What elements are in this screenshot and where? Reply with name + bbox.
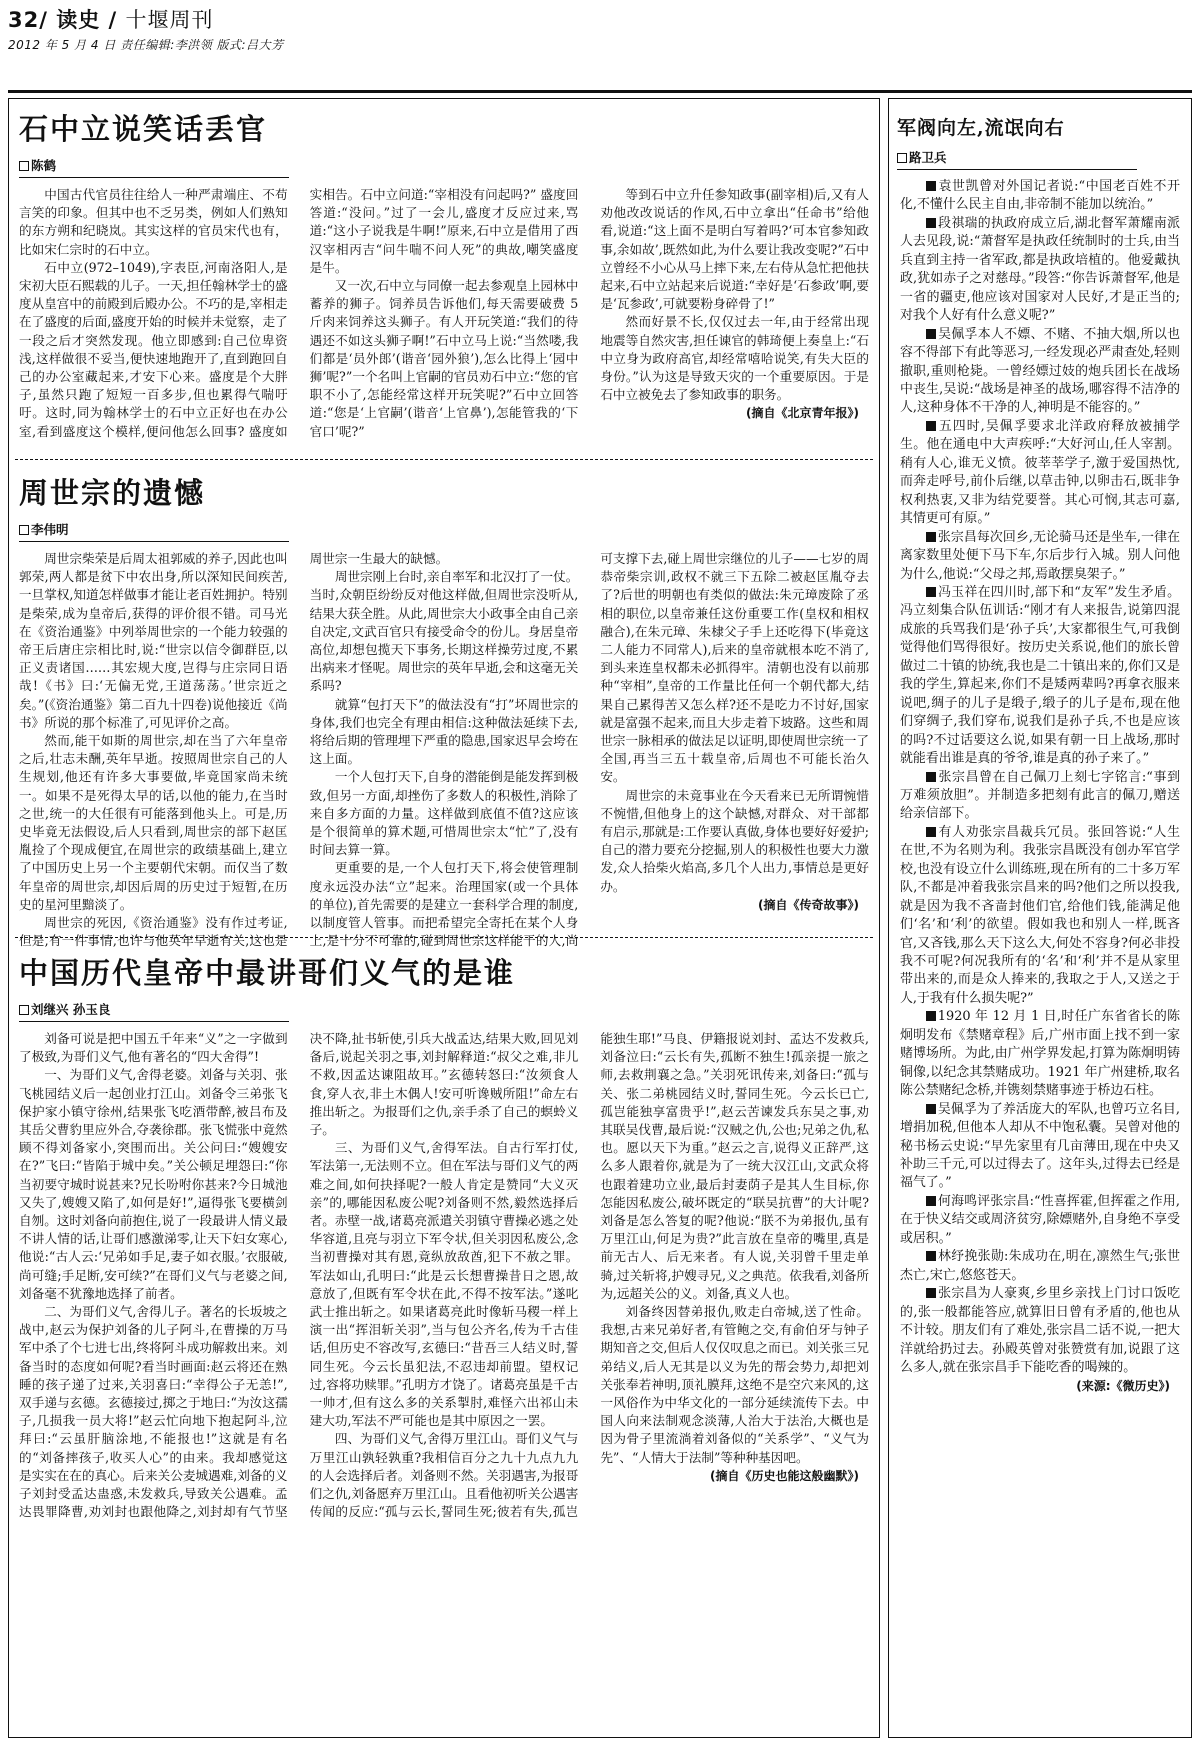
paragraph: 三、为哥们义气,舍得军法。自古行军打仗,军法第一,无法则不立。但在军法与哥们义气的两难之间,如何抉择呢?一般人肯定是赞同“大义灭亲”的,哪能因私废公呢?刘备则不然,毅然选择后者。赤壁一战,诸葛亮派遣关羽镇守曹操必逃之处华容道,且亮与羽立下军令状,但关羽因私废公,念当初曹操对其有恩,竟纵放敌酋,犯下不赦之罪。军法如山,孔明曰:“此是云长想曹操昔日之恩,故意放了,但既有军令状在此,不得不按军法。”遂叱武士推出斩之。如果诸葛亮此时像斩马稷一样上演一出“挥泪斩关羽”,当与包公齐名,传为千古佳话,但历史不容改写,玄德曰:“昔吾三人结义时,誓同生死。今云长虽犯法,不忍违却前盟。望权记过,容将功赎罪。”孔明方才饶了。诸葛亮虽是千古一帅才,但有这么多的关系掣肘,难怪六出祁山未建大功,军法不严可能也是其中原因之一罢。 [309,1140,579,1429]
sidebar-item: 段祺瑞的执政府成立后,湖北督军萧耀南派人去见段,说:“萧督军是执政任统制时的士兵,由当兵直到主持一省军政,都是执政培植的。他爱戴执政,犹如赤子之对慈母。”段答:“你告诉萧督军,他是一省的疆吏,他应该对国家对人民好,才是正当的;对我个人好有什么意义呢?” [900,215,1180,324]
sidebar-item: 张宗昌曾在自己佩刀上刻七字铭言:“事到万难须放胆”。并制造多把刻有此言的佩刀,赠送给亲信部下。 [900,769,1180,822]
bullet-square-icon [926,587,936,597]
paragraph: 更重要的是,一个人包打天下,将会使管理制度永远没办法“立”起来。治理国家(或一个具体的单位),首先需要的是建立一套科学合理的制度,以制度管人管事。而把希望完全寄托在某个人身上,是十分不可靠的,碰到周世宗这样能干的人,尚可支撑下去,碰上周世宗继位的儿子——七岁的周恭帝柴宗训,政权不就三下五除二被赵匡胤夺去了?后世的明朝也有类似的做法:朱元璋废除了丞相的职位,以皇帝兼任这份重要工作(皇权和相权融合),在朱元璋、朱棣父子手上还吃得下(毕竟这二人能力不同常人),后来的皇帝就根本吃不消了,到头来连皇权都未必抓得牢。清朝也没有以前那种“宰相”,皇帝的工作量比任何一个朝代都大,结果自己累得苦又怎么样?还不是吃力不讨好,国家就是富强不起来,而且大步走着下坡路。这些和周世宗一脉相承的做法足以证明,即使周世宗统一了全国,再当三五十载皇帝,后周也不可能长治久安。 [309,551,869,949]
sidebar-title: 军阀向左,流氓向右 [897,117,1065,139]
article-title: 石中立说笑话丢官 [19,112,268,146]
article-1 [9,107,879,451]
sidebar-item: 林纾挽张勋:朱成功在,明在,凛然生气;张世杰亡,宋亡,悠悠苍天。 [900,1249,1180,1283]
article-2 [9,471,879,949]
sidebar-item: 吴佩孚本人不嫖、不赌、不抽大烟,所以也容不得部下有此等恶习,一经发现必严肃查处,轻则撤职,重则枪毙。一曾经嫖过妓的炮兵团长在战场中丧生,吴说:“战场是神圣的战场,哪容得不洁净的人,这种身体不干净的人,神明是不能容的。” [900,326,1180,416]
article-body [19,1030,869,1521]
bullet-square-icon [926,1196,936,1206]
paragraph: 周世宗刚上台时,亲自率军和北汉打了一仗。当时,众朝臣纷纷反对他这样做,但周世宗没听从,结果大获全胜。从此,周世宗大小政事全由自己亲自决定,文武百官只有接受命令的份儿。身居皇帝高位,却想包揽天下事务,长期这样操劳过度,不累出病来才怪呢。周世宗的英年早逝,会和这毫无关系吗? [309,569,579,694]
section-divider [15,937,873,938]
sidebar-item: 吴佩孚为了养活庞大的军队,也曾巧立名目,增捐加税,但他本人却从不中饱私囊。吴曾对他的秘书杨云史说:“早先家里有几亩薄田,现在中央又补助三千元,可以过得去了。这年头,过得去已经是福气了。” [900,1101,1180,1191]
section-name: 读史 [56,8,101,32]
paragraph: 刘备终因替弟报仇,败走白帝城,送了性命。我想,古来兄弟好者,有管鲍之交,有俞伯牙与钟子期知音之交,但后人仅仅叹息之而已。刘关张三兄弟结义,后人无其是以义为先的帮会势力,却把刘关张奉若神明,顶礼膜拜,这绝不是空穴来风的,这一风俗作为中华文化的一部分延续流传下去。中国人向来法制观念淡薄,人治大于法治,大概也是因为骨子里流淌着刘备似的“关系学”、“义气为先”、“人情大于法制”等种种基因吧。 [600,1304,869,1465]
paragraph: 周世宗的死因,《资治通鉴》没有作过考证,但是,有一件事情,也许与他英年早逝有关,这也是周世宗一生最大的缺憾。 [19,551,449,949]
article-title: 周世宗的遗憾 [19,476,206,510]
sidebar-item: 1920 年 12 月 1 日,时任广东省省长的陈炯明发布《禁赌章程》后,广州市面上找不到一家赌博场所。为此,由广州学界发起,打算为陈炯明铸铜像,以纪念其禁赌成功。1921 年广州建桥,取名陈公禁赌纪念桥,并镌刻禁赌事迹于桥边石柱。 [900,1009,1180,1099]
paragraph: 周世宗柴荣是后周太祖郭威的养子,因此也叫郭荣,两人都是贫下中农出身,所以深知民间疾苦,一旦掌权,知道怎样做事才能让老百姓拥护。特别是柴荣,成为皇帝后,获得的评价很不错。司马光在《资治通鉴》中列举周世宗的一个能力较强的帝王后唐庄宗相比时,说:“世宗以信令御群臣,以正义责诸国……其宏规大度,岂得与庄宗同日语哉!《书》曰:‘无偏无党,王道荡荡。’世宗近之矣。”(《资治通鉴》第二百九十四卷)说他接近《尚书》所说的那个标准了,可见评价之高。 [19,551,288,730]
article-source: (摘自《传奇故事》) [757,897,859,912]
author-box-icon [19,525,29,535]
bullet-square-icon [926,181,936,191]
sidebar-body [897,178,1183,1396]
bullet-square-icon [926,1251,936,1261]
paragraph: 等到石中立升任参知政事(副宰相)后,又有人劝他改改说话的作风,石中立拿出“任命书”给他看,说道:“这上面不是明白写着吗?‘可本官参知政事,余如故’,既然如此,为什么要让我改变呢?”石中立曾经不小心从马上摔下来,左右侍从急忙把他扶起来,石中立站起来后说道:“幸好是‘石参政’啊,要是‘瓦参政’,可就要粉身碎骨了!” [600,187,869,312]
bullet-square-icon [926,329,936,339]
bullet-square-icon [926,827,936,837]
paragraph: 一个人包打天下,自身的潜能倒是能发挥到极致,但另一方面,却挫伤了多数人的积极性,消除了来自多方面的力量。这样做到底值不值?这应该是个很简单的算术题,可惜周世宗太“忙”了,没有时间去算一算。 [309,769,579,858]
paragraph: 一、为哥们义气,舍得老婆。刘备与关羽、张飞桃园结义后一起创业打江山。刘备令三弟张飞保护家小镇守徐州,结果张飞吃酒带醉,被吕布及其岳父曹豹里应外合,夺袭徐郡。张飞慌张中竟然顾不得刘备家小,突围而出。关公问曰:“嫂嫂安在?”飞曰:“皆陷于城中矣。”关公顿足埋怨曰:“你当初要守城时说甚来?兄长吩咐你甚来?今日城池又失了,嫂嫂又陷了,如何是好!”,逼得张飞要横剑自刎。这时刘备向前抱住,说了一段最讲人情义最不讲人情的话,让哥们感激涕零,让天下妇女寒心,他说:“古人云:‘兄弟如手足,妻子如衣服。’衣服破,尚可缝;手足断,安可续?”在哥们义气与老婆之间,刘备毫不犹豫地选择了前者。 [19,1067,288,1301]
paragraph: 然而好景不长,仅仅过去一年,由于经常出现地震等自然灾害,担任谏官的韩琦便上奏皇上:“石中立身为政府高官,却经常嘻哈说笑,有失大臣的身份。”认为这是导致天灾的一个重要原因。于是石中立被免去了参知政事的职务。 [600,314,869,403]
article-author: 陈鹤 [19,156,289,178]
sidebar-article [889,113,1191,1733]
paragraph: 就算“包打天下”的做法没有“打”坏周世宗的身体,我们也完全有理由相信:这种做法延续下去,将给后期的管理埋下严重的隐患,国家迟早会垮在这上面。 [309,696,579,767]
bullet-square-icon [926,1011,936,1021]
article-3 [9,951,879,1733]
sidebar-item: 张宗昌为人豪爽,乡里乡亲找上门讨口饭吃的,张一般都能答应,就算旧日曾有矛盾的,他也从不计较。朋友们有了难处,张宗昌二话不说,一把大洋就给扔过去。孙殿英曾对张赞赏有加,说跟了这么多人,就在张宗昌手下能吃香的喝辣的。 [900,1286,1180,1375]
main-panel [8,98,880,1738]
header-meta: 2012 年 5 月 4 日 责任编辑:李洪领 版式:吕大芳 [8,38,284,52]
paragraph: 四、为哥们义气,舍得万里江山。哥们义气与万里江山孰轻孰重?我相信百分之九十九点九九的人会选择后者。刘备则不然。关羽遇害,为报哥们之仇,刘备愿弃万里江山。且看他初听关公遇害传闻的反应:“孤与云长,誓同生死;彼若有失,孤岂能独生耶!”马良、伊籍报说刘封、孟达不发救兵,刘备泣曰:“云长有失,孤断不独生!孤亲提一旅之师,去救荆襄之急。”关羽死讯传来,刘备曰:“孤与关、张二弟桃园结义时,誓同生死。今云长已亡,孤岂能独享富贵乎!”,赵云苦谏发兵东吴之事,劝其联吴伐曹,最后说:“汉贼之仇,公也;兄弟之仇,私也。愿以天下为重。”赵云之言,说得义正辞严,这么多人跟着你,就是为了一统大汉江山,文武众将也跟着建功立业,最后封妻荫子是其人生目标,你怎能因私废公,破坏既定的“联吴抗曹”的大计呢?刘备是怎么答复的呢?他说:“朕不为弟报仇,虽有万里江山,何足为贵?”此言放在皇帝的嘴里,真是前无古人、后无来者。有人说,关羽曾千里走单骑,过关斩将,护嫂寻兄,义之典范。依我看,刘备所为,远超关公的义。刘备,真义人也。 [309,1031,869,1520]
paper-name: 十堰周刊 [125,8,214,32]
bullet-square-icon [926,421,936,431]
article-body [19,186,869,441]
article-title: 中国历代皇帝中最讲哥们义气的是谁 [19,956,516,990]
paragraph: 然而,能干如斯的周世宗,却在当了六年皇帝之后,壮志未酬,英年早逝。按照周世宗自己的人生规划,他还有许多大事要做,毕竟国家尚未统一。如果不是死得太早的话,以他的能力,在当时之世,统一的大任很有可能落到他头上。可是,历史毕竟无法假设,后人只看到,周世宗的部下赵匡胤捡了个现成便宜,在周世宗的政绩基础上,建立了中国历史上另一个主要朝代宋朝。而仅当了数年皇帝的周世宗,却因后周的历史过于短暂,在历史的星河里黯淡了。 [19,733,288,912]
bullet-square-icon [926,772,936,782]
paragraph: 周世宗的未竟事业在今天看来已无所谓惋惜不惋惜,但他身上的这个缺憾,对群众、对干部都有启示,那就是:工作要认真做,身体也要好好爱护;自己的潜力要充分挖掘,别人的积极性也要大力激发,众人拾柴火焰高,多几个人出力,事情总是更好办。 [600,787,869,894]
article-author: 李伟明 [19,520,289,542]
paragraph: 石中立(972–1049),字表臣,河南洛阳人,是宋初大臣石熙载的儿子。一天,担任翰林学士的盛度从皇宫中的前殿到后殿办公。不巧的是,宰相走在了盛度的后面,盛度开始的时候并未觉察，走了一段之后才突然发现。他立即感到:自己位卑资浅,这样做很不妥当,便快速地跑开了,直到跑回自己的办公室藏起来,才安下心来。盛度是个大胖子,虽然只跑了短短一百多步,但也累得气喘吁吁。这时,同为翰林学士的石中立正好也在办公室,看到盛度这个模样,便问他怎么回事? 盛度如实相告。石中立问道:“宰相没有问起吗?” 盛度回答道:“没问。”过了一会儿,盛度才反应过来,骂道:“这小子说我是牛啊!”原来,石中立是借用了西汉宰相丙吉“问牛喘不问人死”的典故,嘲笑盛度是牛。 [19,187,579,439]
sidebar-source: (来源:《微历史》) [1076,1379,1170,1394]
page-number: 32 [8,8,40,32]
paragraph: 二、为哥们义气,舍得儿子。著名的长坂坡之战中,赵云为保护刘备的儿子阿斗,在曹操的万马军中杀了个七进七出,终将阿斗成功解救出来。刘备当时的态度如何呢?看当时画面:赵云将还在熟睡的孩子递了过来,关羽喜曰:“幸得公子无恙!”,双手递与玄德。玄德接过,掷之于地曰:“为汝这孺子,几损我一员大将!”赵云忙向地下抱起阿斗,泣拜曰:“云虽肝脑涂地,不能报也!”这就是有名的“刘备摔孩子,收买人心”的由来。我却感觉这是实实在在的真心。后来关公麦城遇难,刘备的义子刘封受孟达蛊惑,未发救兵,导致关公遇难。孟达畏罪降曹,劝刘封也跟他降之,刘封却有气节坚决不降,扯书斩使,引兵大战孟达,结果大败,回见刘备后,说起关羽之事,刘封解释道:“叔父之难,非儿不救,因孟达谏阻故耳。”玄德转怒曰:“汝须食人食,穿人衣,非土木偶人!安可听谗贼所阻!”命左右推出斩之。为报哥们之仇,亲手杀了自己的螟蛉义子。 [19,1031,579,1520]
bullet-square-icon [926,218,936,228]
section-divider [15,459,873,460]
sidebar-item: 张宗昌每次回乡,无论骑马还是坐车,一律在离家数里处便下马下车,尔后步行入城。别人问他为什么,他说:“父母之邦,焉敢摆臭架子。” [900,529,1180,582]
article-author: 刘继兴 孙玉良 [19,1000,289,1022]
author-box-icon [897,153,907,163]
header-rule [8,90,1192,93]
bullet-square-icon [926,532,936,542]
sidebar-panel [888,98,1192,1738]
sidebar-item: 何海鸣评张宗昌:“性喜挥霍,但挥霍之作用,在于快义结交或周济贫穷,除嫖赌外,自身绝不享受或居积。” [900,1193,1180,1246]
article-body [19,550,869,950]
article-source: (摘自《历史也能这般幽默》) [709,1468,859,1483]
paragraph: 中国古代官员往往给人一种严肃端庄、不苟言笑的印象。但其中也不乏另类，例如人们熟知的东方朔和纪晓岚。其实这样的官员宋代也有，比如宋仁宗时的石中立。 [19,187,288,257]
sidebar-item: 五四时,吴佩孚要求北洋政府释放被捕学生。他在通电中大声疾呼:“大好河山,任人宰割。稍有人心,谁无义愤。彼莘莘学子,激于爱国热忱,而奔走呼号,前仆后继,以草击钟,以卵击石,既非争权利热衷,又非为结党要誉。其心可悯,其志可嘉,其情更可有原。” [900,418,1180,527]
sidebar-author: 路卫兵 [897,148,1137,170]
paragraph: 刘备可说是把中国五千年来“义”之一字做到了极致,为哥们义气,他有著名的“四大舍得”! [19,1031,288,1065]
bullet-square-icon [926,1104,936,1114]
page-header [8,4,1192,54]
sidebar-item: 袁世凯曾对外国记者说:“中国老百姓不开化,不懂什么民主自由,非帝制不能加以统治。” [900,179,1180,213]
bullet-square-icon [926,1288,936,1298]
article-source: (摘自《北京青年报》) [745,406,859,421]
sidebar-item: 冯玉祥在四川时,部下和“友军”发生矛盾。冯立刻集合队伍训话:“刚才有人来报告,说第四混成旅的兵骂我们是‘孙子兵’,大家都很生气,可我倒觉得他们骂得很好。按历史关系说,他们的旅长曾做过二十镇的协统,我也是二十镇出来的,你们又是我的学生,算起来,你们不是矮两辈吗?再拿衣服来说吧,绸子的儿子是缎子,缎子的儿子是布,现在他们穿绸子,我们穿布,说我们是孙子兵,不也是应该的吗?不过话要这么说,如果有朝一日上战场,那时就能看出谁是真的爷爷,谁是真的孙子来了。” [900,584,1180,767]
paragraph: 又一次,石中立与同僚一起去参观皇上园林中蓄养的狮子。饲养员告诉他们,每天需要破费 5 斤肉来饲养这头狮子。有人开玩笑道:“我们的待遇还不如这头狮子啊!”石中立马上说:“当然喽,我们都是‘员外郎’(谐音‘园外狼’),怎么比得上‘园中狮’呢?”一个名叫上官嗣的官员劝石中立:“您的官职不小了,怎能经常这样开玩笑呢?”石中立回答道:“您是‘上官嗣’(谐音‘上官鼻’),怎能管我的‘下官口’呢?” [309,278,579,439]
sidebar-item: 有人劝张宗昌裁兵冗员。张回答说:“人生在世,不为名则为利。我张宗昌既没有创办军官学校,也没有设立什么训练班,现在所有的二十多万军队,不都是冲着我张宗昌来的吗?他们之所以投我,就是因为我不吝啬封他们官,给他们钱,能满足他们‘名’和‘利’的欲望。假如我也和别人一样,既吝官,又吝钱,那么天下这么大,何处不容身?何必非投我不可呢?何况我所有的‘名’和‘利’并不是从家里带出来的,而是众人捧来的,我取之于人,又送之于人,于我有什么损失呢?” [900,824,1180,1006]
header-line: 32/ 读史 / 十堰周刊 [8,8,214,32]
author-box-icon [19,161,29,171]
author-box-icon [19,1005,29,1015]
